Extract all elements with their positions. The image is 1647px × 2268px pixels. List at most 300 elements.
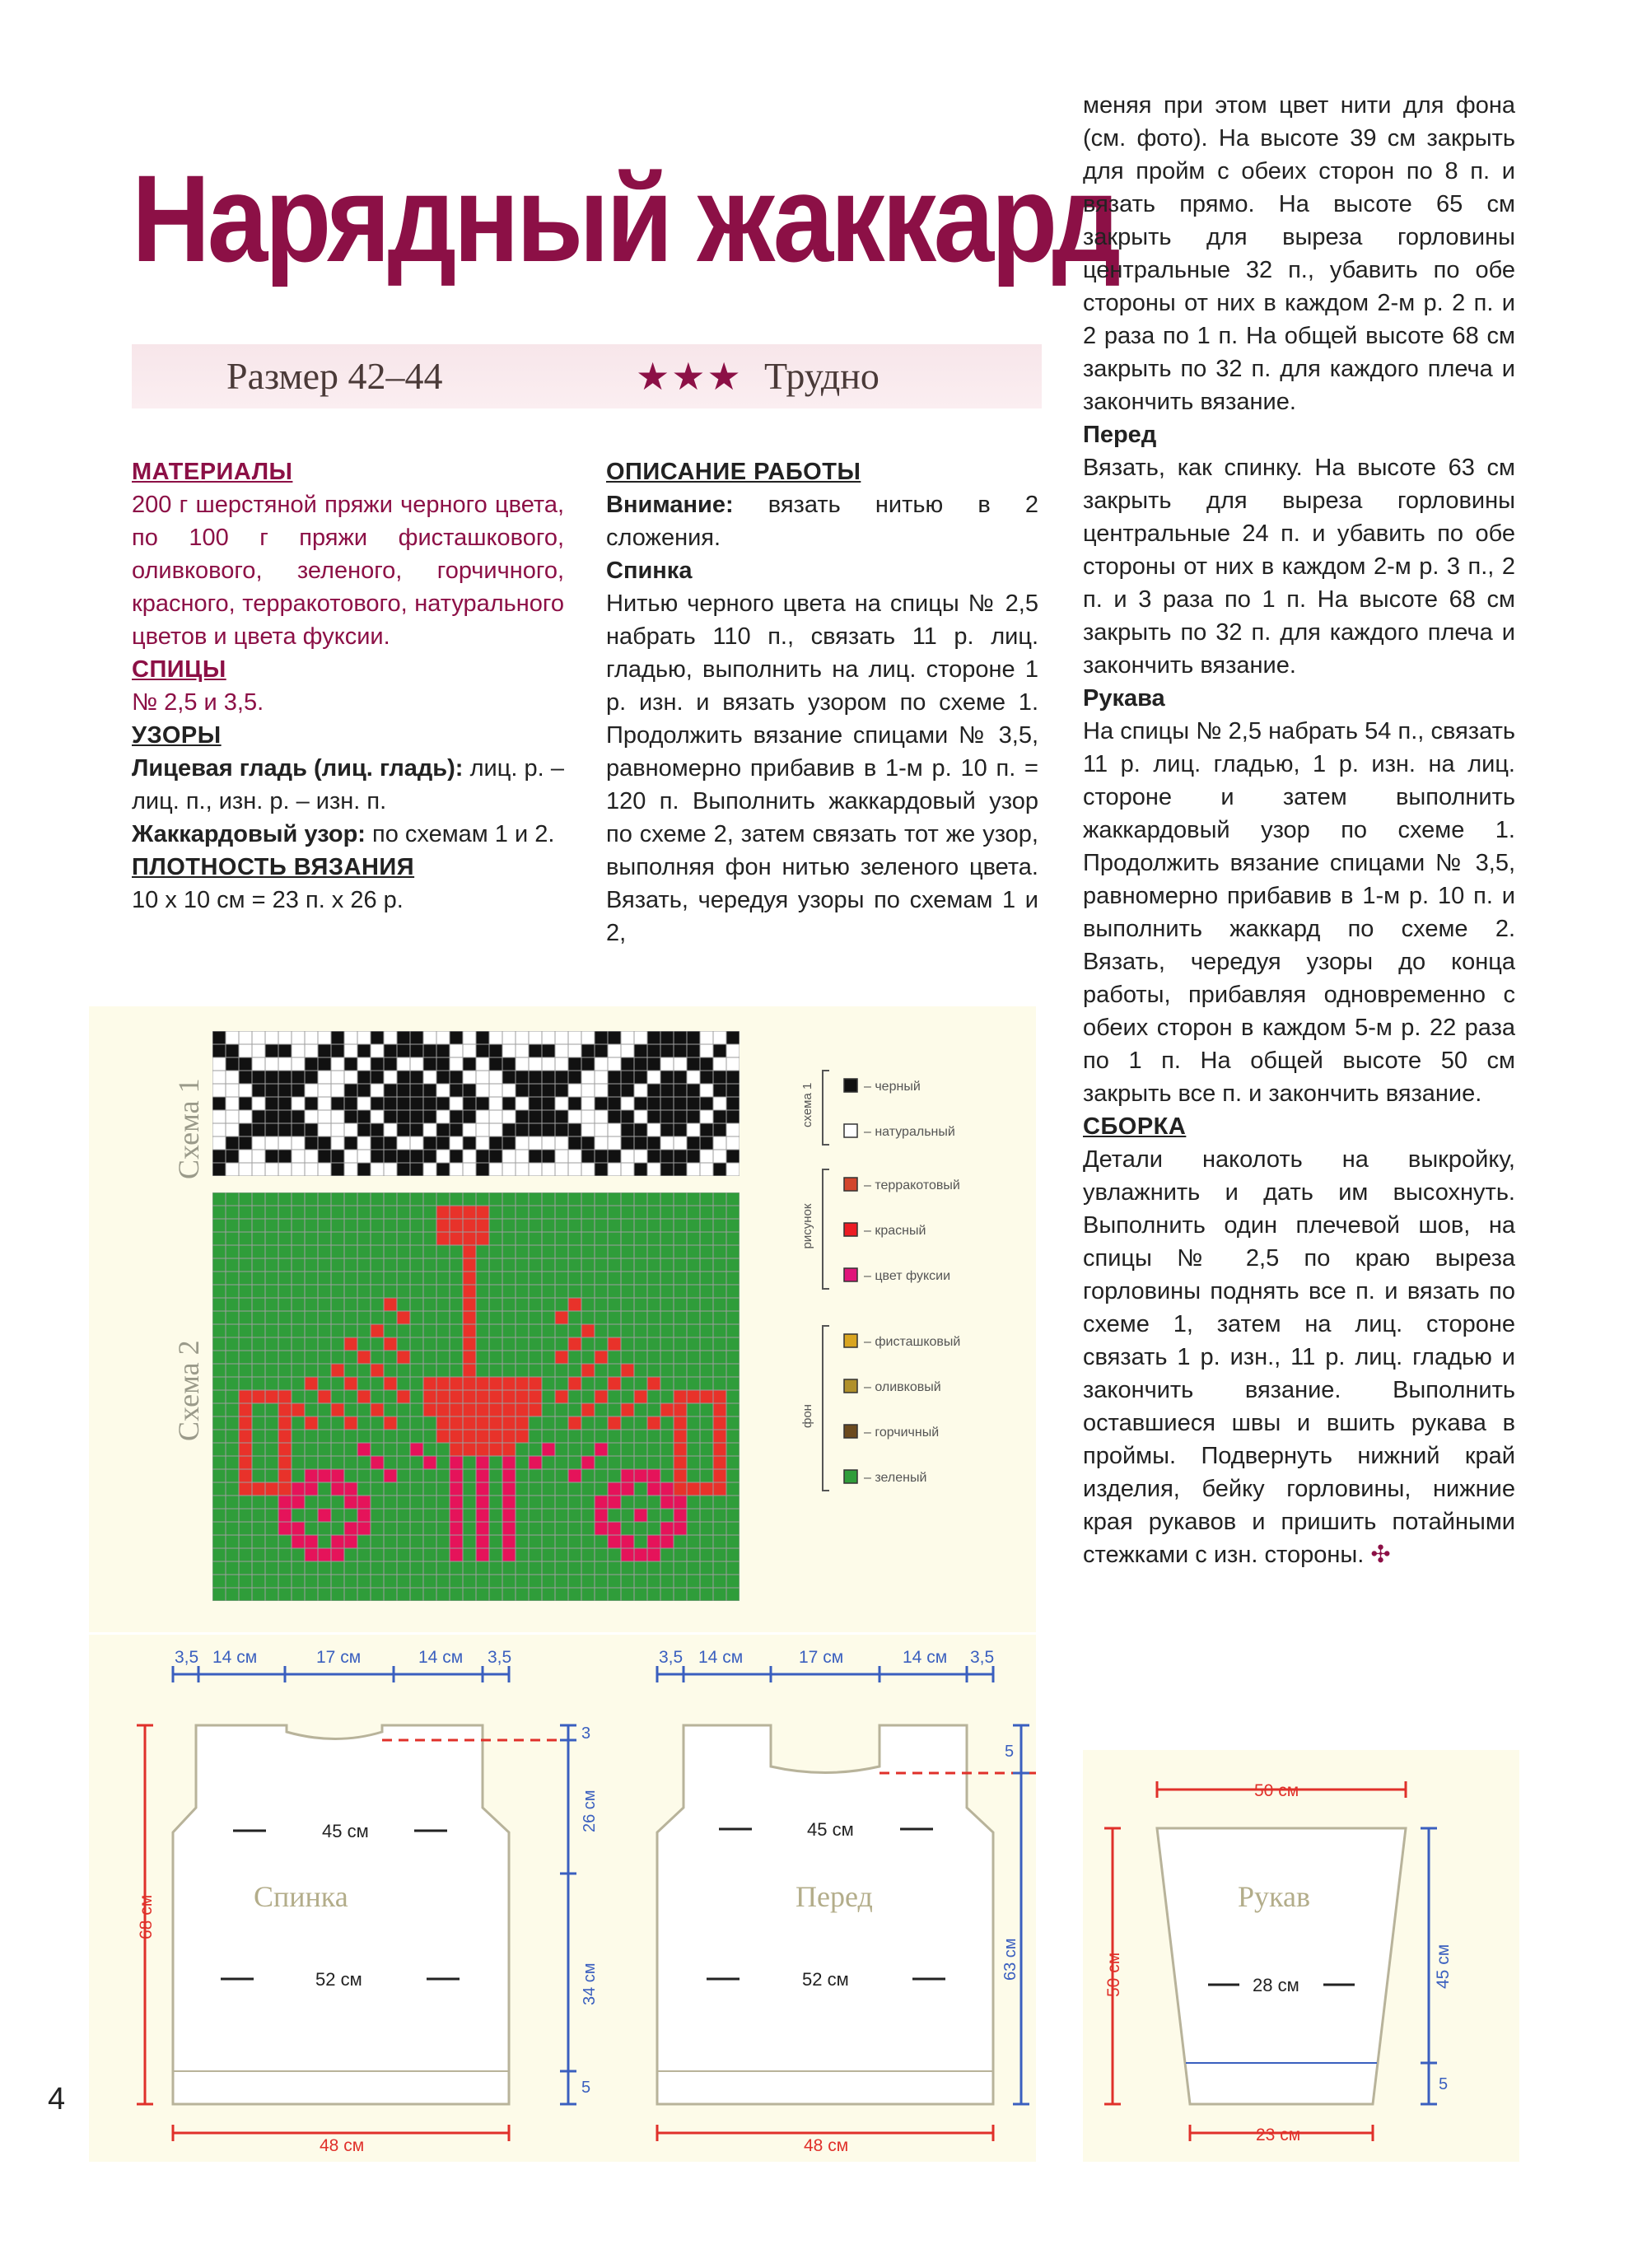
undefined-cell: [450, 1163, 463, 1176]
undefined-cell: [687, 1298, 700, 1311]
undefined-cell: [555, 1522, 568, 1535]
size-difficulty-bar: [132, 344, 1042, 408]
undefined-cell: [305, 1403, 318, 1416]
undefined-cell: [726, 1272, 740, 1285]
undefined-cell: [516, 1206, 529, 1219]
undefined-cell: [608, 1084, 621, 1097]
undefined-cell: [318, 1443, 331, 1456]
undefined-cell: [305, 1535, 318, 1548]
undefined-cell: [252, 1150, 265, 1163]
undefined-cell: [647, 1219, 660, 1232]
undefined-cell: [463, 1084, 476, 1097]
undefined-cell: [555, 1071, 568, 1084]
undefined-cell: [555, 1311, 568, 1324]
undefined-cell: [529, 1377, 542, 1390]
undefined-cell: [516, 1416, 529, 1430]
undefined-cell: [450, 1097, 463, 1110]
undefined-cell: [621, 1192, 634, 1206]
undefined-cell: [700, 1057, 713, 1071]
undefined-cell: [265, 1245, 278, 1258]
undefined-cell: [529, 1206, 542, 1219]
undefined-cell: [292, 1496, 305, 1509]
undefined-cell: [212, 1084, 226, 1097]
front-top-dim-3: 17 см: [799, 1648, 844, 1667]
undefined-cell: [384, 1150, 397, 1163]
undefined-cell: [292, 1482, 305, 1496]
undefined-cell: [660, 1337, 674, 1351]
undefined-cell: [331, 1364, 344, 1377]
undefined-cell: [423, 1110, 436, 1123]
undefined-cell: [318, 1057, 331, 1071]
undefined-cell: [212, 1351, 226, 1364]
undefined-cell: [660, 1561, 674, 1575]
undefined-cell: [410, 1482, 423, 1496]
undefined-cell: [489, 1245, 502, 1258]
undefined-cell: [516, 1430, 529, 1443]
undefined-cell: [318, 1588, 331, 1601]
undefined-cell: [226, 1324, 239, 1337]
undefined-cell: [371, 1110, 384, 1123]
undefined-cell: [542, 1057, 555, 1071]
undefined-cell: [371, 1403, 384, 1416]
undefined-cell: [357, 1443, 371, 1456]
undefined-cell: [476, 1285, 489, 1298]
undefined-cell: [713, 1588, 726, 1601]
undefined-cell: [318, 1031, 331, 1044]
undefined-cell: [450, 1071, 463, 1084]
undefined-cell: [397, 1097, 410, 1110]
undefined-cell: [357, 1351, 371, 1364]
undefined-cell: [331, 1535, 344, 1548]
undefined-cell: [331, 1206, 344, 1219]
undefined-cell: [357, 1245, 371, 1258]
undefined-cell: [436, 1469, 450, 1482]
undefined-cell: [581, 1469, 595, 1482]
undefined-cell: [647, 1416, 660, 1430]
undefined-cell: [529, 1456, 542, 1469]
back-top-dim-1: 3,5: [175, 1648, 199, 1667]
undefined-cell: [634, 1298, 647, 1311]
undefined-cell: [713, 1232, 726, 1245]
undefined-cell: [226, 1351, 239, 1364]
undefined-cell: [726, 1206, 740, 1219]
undefined-cell: [713, 1272, 726, 1285]
undefined-cell: [502, 1575, 516, 1588]
back-schematic: [137, 1648, 599, 2155]
undefined-cell: [476, 1443, 489, 1456]
undefined-cell: [476, 1469, 489, 1482]
undefined-cell: [357, 1588, 371, 1601]
undefined-cell: [660, 1219, 674, 1232]
undefined-cell: [278, 1351, 292, 1364]
undefined-cell: [357, 1482, 371, 1496]
undefined-cell: [252, 1443, 265, 1456]
undefined-cell: [252, 1071, 265, 1084]
undefined-cell: [239, 1219, 252, 1232]
back-top-dim-3: 17 см: [316, 1648, 362, 1667]
undefined-cell: [529, 1097, 542, 1110]
undefined-cell: [502, 1163, 516, 1176]
undefined-cell: [568, 1561, 581, 1575]
undefined-cell: [660, 1057, 674, 1071]
undefined-cell: [581, 1206, 595, 1219]
undefined-cell: [555, 1496, 568, 1509]
undefined-cell: [239, 1588, 252, 1601]
undefined-cell: [595, 1509, 608, 1522]
back-width-upper: 45 см: [322, 1821, 369, 1841]
undefined-cell: [529, 1219, 542, 1232]
undefined-cell: [410, 1588, 423, 1601]
front-height-dim: 63 см: [1001, 1938, 1019, 1981]
undefined-cell: [239, 1443, 252, 1456]
undefined-cell: [252, 1509, 265, 1522]
undefined-cell: [331, 1496, 344, 1509]
undefined-cell: [226, 1364, 239, 1377]
undefined-cell: [595, 1232, 608, 1245]
undefined-cell: [726, 1071, 740, 1084]
undefined-cell: [608, 1351, 621, 1364]
undefined-cell: [397, 1285, 410, 1298]
undefined-cell: [634, 1206, 647, 1219]
undefined-cell: [687, 1403, 700, 1416]
undefined-cell: [568, 1416, 581, 1430]
undefined-cell: [357, 1416, 371, 1430]
undefined-cell: [621, 1324, 634, 1337]
undefined-cell: [423, 1044, 436, 1057]
undefined-cell: [226, 1285, 239, 1298]
undefined-cell: [555, 1337, 568, 1351]
undefined-cell: [344, 1390, 357, 1403]
undefined-cell: [516, 1311, 529, 1324]
undefined-cell: [397, 1298, 410, 1311]
undefined-cell: [265, 1123, 278, 1136]
undefined-cell: [318, 1272, 331, 1285]
undefined-cell: [713, 1285, 726, 1298]
undefined-cell: [700, 1232, 713, 1245]
undefined-cell: [397, 1311, 410, 1324]
undefined-cell: [450, 1575, 463, 1588]
undefined-cell: [660, 1390, 674, 1403]
undefined-cell: [305, 1163, 318, 1176]
undefined-cell: [265, 1272, 278, 1285]
undefined-cell: [226, 1057, 239, 1071]
assembly-heading: СБОРКА: [1083, 1113, 1187, 1140]
undefined-cell: [252, 1272, 265, 1285]
undefined-cell: [516, 1324, 529, 1337]
undefined-cell: [384, 1575, 397, 1588]
undefined-cell: [476, 1097, 489, 1110]
undefined-cell: [371, 1232, 384, 1245]
undefined-cell: [660, 1311, 674, 1324]
undefined-cell: [384, 1206, 397, 1219]
undefined-cell: [278, 1469, 292, 1482]
undefined-cell: [700, 1430, 713, 1443]
undefined-cell: [278, 1456, 292, 1469]
undefined-cell: [660, 1351, 674, 1364]
undefined-cell: [305, 1548, 318, 1561]
undefined-cell: [687, 1416, 700, 1430]
undefined-cell: [713, 1482, 726, 1496]
sleeve-piece-label: Рукав: [1238, 1880, 1310, 1913]
undefined-cell: [489, 1430, 502, 1443]
undefined-cell: [529, 1548, 542, 1561]
undefined-cell: [318, 1430, 331, 1443]
undefined-cell: [371, 1337, 384, 1351]
undefined-cell: [357, 1031, 371, 1044]
undefined-cell: [713, 1575, 726, 1588]
undefined-cell: [634, 1258, 647, 1272]
undefined-cell: [436, 1245, 450, 1258]
undefined-cell: [647, 1351, 660, 1364]
undefined-cell: [384, 1535, 397, 1548]
undefined-cell: [529, 1311, 542, 1324]
undefined-cell: [371, 1482, 384, 1496]
legend-label: – терракотовый: [864, 1178, 960, 1192]
undefined-cell: [265, 1150, 278, 1163]
undefined-cell: [318, 1548, 331, 1561]
undefined-cell: [595, 1258, 608, 1272]
undefined-cell: [608, 1136, 621, 1150]
undefined-cell: [502, 1084, 516, 1097]
undefined-cell: [634, 1535, 647, 1548]
undefined-cell: [278, 1110, 292, 1123]
undefined-cell: [529, 1482, 542, 1496]
undefined-cell: [502, 1285, 516, 1298]
undefined-cell: [502, 1192, 516, 1206]
undefined-cell: [476, 1337, 489, 1351]
instructions-column: [1083, 89, 1515, 1571]
undefined-cell: [634, 1123, 647, 1136]
undefined-cell: [516, 1245, 529, 1258]
undefined-cell: [212, 1482, 226, 1496]
undefined-cell: [423, 1324, 436, 1337]
undefined-cell: [410, 1298, 423, 1311]
undefined-cell: [726, 1522, 740, 1535]
undefined-cell: [463, 1163, 476, 1176]
legend-bracket: [823, 1071, 829, 1145]
undefined-cell: [713, 1377, 726, 1390]
undefined-cell: [476, 1110, 489, 1123]
undefined-cell: [226, 1575, 239, 1588]
undefined-cell: [713, 1561, 726, 1575]
undefined-cell: [397, 1496, 410, 1509]
undefined-cell: [687, 1206, 700, 1219]
size-label: Размер 42–44: [226, 355, 443, 397]
undefined-cell: [265, 1298, 278, 1311]
undefined-cell: [568, 1469, 581, 1482]
back-heading: Спинка: [606, 558, 693, 584]
undefined-cell: [450, 1561, 463, 1575]
undefined-cell: [463, 1245, 476, 1258]
undefined-cell: [621, 1258, 634, 1272]
undefined-cell: [212, 1163, 226, 1176]
undefined-cell: [318, 1390, 331, 1403]
undefined-cell: [555, 1456, 568, 1469]
undefined-cell: [463, 1403, 476, 1416]
undefined-cell: [410, 1123, 423, 1136]
gauge-text: 10 х 10 см = 23 п. х 26 р.: [132, 887, 404, 913]
undefined-cell: [621, 1482, 634, 1496]
undefined-cell: [581, 1071, 595, 1084]
undefined-cell: [463, 1311, 476, 1324]
undefined-cell: [436, 1548, 450, 1561]
undefined-cell: [516, 1351, 529, 1364]
undefined-cell: [239, 1245, 252, 1258]
undefined-cell: [502, 1588, 516, 1601]
undefined-cell: [542, 1044, 555, 1057]
undefined-cell: [595, 1084, 608, 1097]
undefined-cell: [423, 1509, 436, 1522]
undefined-cell: [595, 1150, 608, 1163]
undefined-cell: [410, 1071, 423, 1084]
undefined-cell: [265, 1456, 278, 1469]
undefined-cell: [292, 1416, 305, 1430]
undefined-cell: [555, 1535, 568, 1548]
undefined-cell: [463, 1219, 476, 1232]
undefined-cell: [252, 1364, 265, 1377]
undefined-cell: [212, 1509, 226, 1522]
undefined-cell: [542, 1416, 555, 1430]
undefined-cell: [660, 1509, 674, 1522]
undefined-cell: [305, 1416, 318, 1430]
undefined-cell: [463, 1456, 476, 1469]
undefined-cell: [278, 1509, 292, 1522]
undefined-cell: [436, 1324, 450, 1337]
undefined-cell: [384, 1123, 397, 1136]
undefined-cell: [726, 1364, 740, 1377]
undefined-cell: [463, 1110, 476, 1123]
undefined-cell: [318, 1575, 331, 1588]
undefined-cell: [305, 1044, 318, 1057]
undefined-cell: [371, 1206, 384, 1219]
undefined-cell: [700, 1522, 713, 1535]
undefined-cell: [476, 1324, 489, 1337]
undefined-cell: [265, 1192, 278, 1206]
undefined-cell: [265, 1324, 278, 1337]
undefined-cell: [476, 1430, 489, 1443]
undefined-cell: [700, 1443, 713, 1456]
undefined-cell: [595, 1496, 608, 1509]
undefined-cell: [674, 1324, 687, 1337]
undefined-cell: [621, 1232, 634, 1245]
undefined-cell: [542, 1561, 555, 1575]
undefined-cell: [674, 1496, 687, 1509]
undefined-cell: [713, 1535, 726, 1548]
undefined-cell: [581, 1192, 595, 1206]
undefined-cell: [423, 1311, 436, 1324]
legend-bracket: [823, 1169, 829, 1289]
legend-label: – цвет фуксии: [864, 1269, 951, 1283]
undefined-cell: [239, 1522, 252, 1535]
undefined-cell: [397, 1324, 410, 1337]
jacquard-text: по схемам 1 и 2.: [372, 821, 555, 847]
undefined-cell: [660, 1245, 674, 1258]
undefined-cell: [423, 1057, 436, 1071]
undefined-cell: [608, 1390, 621, 1403]
undefined-cell: [660, 1232, 674, 1245]
undefined-cell: [502, 1351, 516, 1364]
undefined-cell: [476, 1192, 489, 1206]
undefined-cell: [212, 1258, 226, 1272]
undefined-cell: [660, 1192, 674, 1206]
undefined-cell: [384, 1364, 397, 1377]
undefined-cell: [542, 1337, 555, 1351]
undefined-cell: [423, 1150, 436, 1163]
undefined-cell: [252, 1548, 265, 1561]
undefined-cell: [634, 1272, 647, 1285]
undefined-cell: [608, 1232, 621, 1245]
undefined-cell: [489, 1456, 502, 1469]
undefined-cell: [436, 1561, 450, 1575]
undefined-cell: [344, 1588, 357, 1601]
undefined-cell: [502, 1044, 516, 1057]
undefined-cell: [344, 1298, 357, 1311]
undefined-cell: [278, 1206, 292, 1219]
undefined-cell: [463, 1044, 476, 1057]
undefined-cell: [608, 1561, 621, 1575]
undefined-cell: [568, 1496, 581, 1509]
undefined-cell: [252, 1044, 265, 1057]
undefined-cell: [555, 1403, 568, 1416]
undefined-cell: [318, 1219, 331, 1232]
undefined-cell: [423, 1575, 436, 1588]
undefined-cell: [555, 1548, 568, 1561]
undefined-cell: [436, 1377, 450, 1390]
undefined-cell: [489, 1031, 502, 1044]
undefined-cell: [265, 1219, 278, 1232]
undefined-cell: [278, 1575, 292, 1588]
undefined-cell: [265, 1496, 278, 1509]
note-label: Внимание:: [606, 492, 734, 518]
undefined-cell: [265, 1136, 278, 1150]
undefined-cell: [450, 1192, 463, 1206]
undefined-cell: [252, 1456, 265, 1469]
undefined-cell: [608, 1298, 621, 1311]
undefined-cell: [292, 1258, 305, 1272]
undefined-cell: [265, 1509, 278, 1522]
undefined-cell: [700, 1456, 713, 1469]
undefined-cell: [410, 1351, 423, 1364]
undefined-cell: [581, 1219, 595, 1232]
undefined-cell: [660, 1084, 674, 1097]
undefined-cell: [331, 1575, 344, 1588]
undefined-cell: [265, 1097, 278, 1110]
undefined-cell: [674, 1110, 687, 1123]
undefined-cell: [226, 1337, 239, 1351]
undefined-cell: [239, 1509, 252, 1522]
undefined-cell: [384, 1588, 397, 1601]
undefined-cell: [463, 1469, 476, 1482]
undefined-cell: [700, 1509, 713, 1522]
undefined-cell: [581, 1522, 595, 1535]
undefined-cell: [226, 1123, 239, 1136]
undefined-cell: [687, 1123, 700, 1136]
undefined-cell: [397, 1163, 410, 1176]
undefined-cell: [226, 1403, 239, 1416]
undefined-cell: [371, 1561, 384, 1575]
undefined-cell: [344, 1403, 357, 1416]
undefined-cell: [436, 1337, 450, 1351]
sleeve-top-dim: 50 см: [1254, 1781, 1299, 1800]
undefined-cell: [344, 1456, 357, 1469]
undefined-cell: [423, 1192, 436, 1206]
undefined-cell: [384, 1136, 397, 1150]
undefined-cell: [292, 1403, 305, 1416]
undefined-cell: [344, 1416, 357, 1430]
undefined-cell: [529, 1403, 542, 1416]
undefined-cell: [647, 1232, 660, 1245]
undefined-cell: [436, 1403, 450, 1416]
